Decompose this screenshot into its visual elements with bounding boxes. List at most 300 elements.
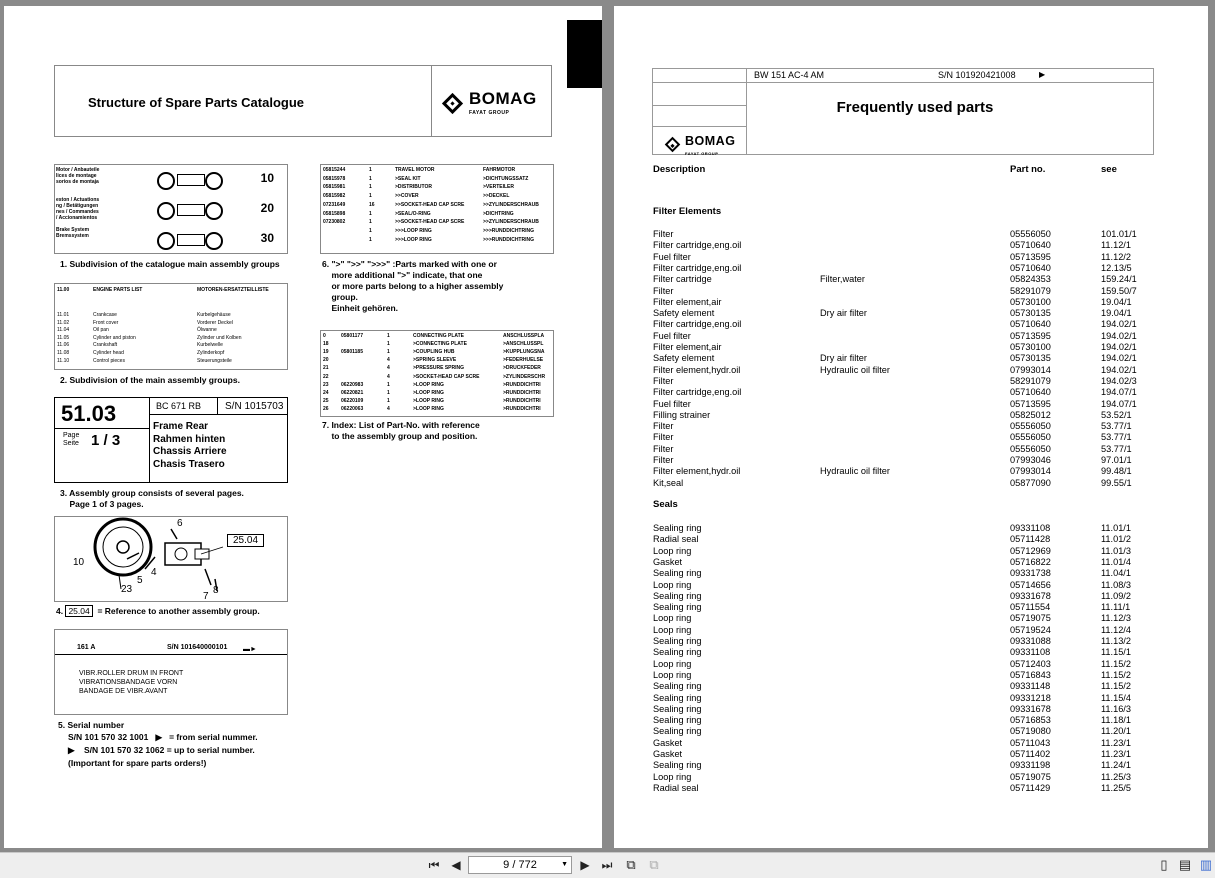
assembly-group-number: 10	[260, 171, 274, 185]
part-see: 11.15/4	[1101, 692, 1131, 703]
from-sn: S/N 101 570 32 1001	[68, 732, 149, 742]
callout-label: 8	[213, 585, 219, 596]
part-description: Radial seal	[653, 782, 699, 793]
part-see: 11.15/2	[1101, 658, 1131, 669]
parts-row	[653, 715, 1173, 726]
part-see: 53.52/1	[1101, 409, 1132, 420]
part-description: Filter	[653, 229, 674, 239]
column-header-see: see	[1101, 164, 1117, 175]
part-see: 53.77/1	[1101, 432, 1132, 443]
part-see: 194.02/1	[1101, 319, 1137, 330]
parts-row	[653, 681, 1173, 692]
parts-list-cell: >VERTEILER	[483, 184, 514, 191]
part-description: Filter	[653, 455, 674, 465]
index-cell: 1	[387, 397, 390, 404]
part-see: 194.07/1	[1101, 387, 1137, 398]
index-cell: 4	[387, 365, 390, 372]
part-description: Filter element,hydr.oil	[653, 466, 741, 477]
callout-label: 4	[151, 567, 157, 578]
part-description: Filter cartridge,eng.oil	[653, 240, 742, 251]
parts-row	[653, 693, 1173, 704]
parts-list-cell: >>COVER	[395, 193, 419, 200]
part-number: 05716843	[1010, 669, 1051, 680]
part-number: 05713595	[1010, 330, 1051, 341]
index-cell: >LOOP RING	[413, 389, 444, 396]
parts-row	[653, 557, 1173, 568]
assembly-name: Chassis Arriere	[153, 446, 227, 457]
index-cell: >RUNDDICHTRI	[503, 397, 541, 404]
main-assembly-list-thumbnail	[54, 283, 288, 370]
part-description: Sealing ring	[653, 692, 702, 703]
part-description: Sealing ring	[653, 681, 702, 692]
index-cell: 06220821	[341, 389, 364, 396]
from-sn-text: = from serial nummer.	[169, 732, 258, 742]
parts-row	[653, 319, 1173, 330]
part-description: Filter element,hydr.oil	[653, 364, 741, 375]
part-see: 97.01/1	[1101, 455, 1132, 465]
part-see: 99.48/1	[1101, 466, 1132, 477]
parts-list-cell: >>ZYLINDERSCHRAUB	[483, 201, 539, 208]
caption-7: 7. Index: List of Part-No. with reference to the assembly group and position.	[322, 420, 480, 441]
part-see: 11.20/1	[1101, 726, 1131, 737]
logo-word: BOMAG	[685, 134, 736, 148]
part-see: 194.02/1	[1101, 364, 1137, 375]
roller-drawing	[157, 168, 229, 188]
parts-list-cell: >SEAL/O-RING	[395, 210, 431, 217]
to-serial-arrow-icon: ▶	[68, 745, 75, 755]
index-cell: 0	[323, 333, 326, 339]
machine-body	[177, 204, 205, 216]
parts-list-cell: 16	[369, 201, 375, 208]
part-see: 11.11/1	[1101, 602, 1131, 613]
previous-page-icon[interactable]: ◀	[451, 858, 461, 872]
parts-list-cell: >>ZYLINDERSCHRAUB	[483, 219, 539, 226]
part-number: 05711402	[1010, 749, 1051, 759]
part-note: Dry air filter	[820, 308, 867, 319]
parts-list-cell: 05815981	[323, 184, 346, 191]
logo-sub: FAYAT GROUP	[685, 151, 719, 156]
parts-row	[653, 342, 1173, 353]
parts-list-cell: 05815978	[323, 175, 346, 182]
part-number: 05711043	[1010, 737, 1051, 748]
part-description: Radial seal	[653, 534, 699, 545]
list-cell: Crankcase	[93, 312, 117, 318]
parts-list-cell: 05815244	[323, 167, 346, 173]
part-see: 101.01/1	[1101, 229, 1137, 239]
single-page-view-icon[interactable]: ▯	[1160, 857, 1168, 872]
index-cell: 22	[323, 373, 329, 380]
parts-row	[653, 760, 1173, 771]
serial-arrow-icon: ▬►	[243, 646, 257, 653]
part-description: Sealing ring	[653, 590, 702, 601]
section-title: Filter Elements	[653, 206, 722, 217]
caption-6: 6. ">" ">>" ">>>" :Parts marked with one or more additional ">" indicate, that one or more parts belong to a higher assembly group. Einheit gehören.	[322, 259, 504, 313]
rear-drum	[205, 202, 223, 220]
part-description: Sealing ring	[653, 703, 702, 714]
part-number: 05556050	[1010, 229, 1051, 239]
roller-drawing	[157, 228, 229, 248]
index-cell: 05801177	[341, 333, 363, 339]
parts-row	[653, 455, 1173, 466]
part-description: Loop ring	[653, 771, 692, 782]
roller-drawing	[157, 198, 229, 218]
serial-model: 161 A	[77, 644, 96, 651]
parts-list-cell: 07230802	[323, 219, 346, 226]
page-number-field[interactable]	[468, 856, 572, 874]
parts-list-cell: 1	[369, 210, 372, 217]
part-see: 194.02/1	[1101, 353, 1137, 364]
page-title: Frequently used parts	[836, 99, 994, 116]
part-description: Loop ring	[653, 658, 692, 669]
list-cell: 11.01	[57, 312, 70, 318]
parts-list-cell: >>>RUNDDICHTRING	[483, 236, 534, 243]
part-see: 11.08/3	[1101, 579, 1131, 590]
index-cell: >DRUCKFEDER	[503, 365, 541, 372]
index-cell: 4	[387, 373, 390, 380]
part-description: Gasket	[653, 737, 683, 748]
machine-body	[177, 174, 205, 186]
caption-4-text: = Reference to another assembly group.	[97, 606, 260, 616]
part-description: Loop ring	[653, 669, 692, 680]
exploded-view-drawing	[55, 517, 287, 601]
part-number: 05730135	[1010, 353, 1051, 364]
parts-list-cell: 1	[369, 219, 372, 226]
parts-row	[653, 478, 1173, 489]
parts-row	[653, 636, 1173, 647]
part-description: Gasket	[653, 556, 683, 567]
index-cell: ANSCHLUSSPLA	[503, 333, 545, 339]
part-note: Filter,water	[820, 274, 865, 285]
part-number: 05712403	[1010, 658, 1051, 669]
facing-pages-view-icon[interactable]: ▥	[1199, 857, 1213, 872]
part-note: Hydraulic oil filter	[820, 466, 890, 477]
parts-row	[653, 783, 1173, 794]
part-description: Filter cartridge,eng.oil	[653, 319, 742, 330]
index-cell: >LOOP RING	[413, 381, 444, 388]
right-page-header	[652, 68, 1154, 155]
index-cell: >RUNDDICHTRI	[503, 389, 541, 396]
part-description: Fuel filter	[653, 251, 691, 262]
part-see: 194.02/1	[1101, 342, 1137, 352]
index-cell: >SPRING SLEEVE	[413, 357, 457, 364]
bomag-logo	[445, 90, 537, 116]
logo-sub: FAYAT GROUP	[469, 110, 510, 116]
parts-list-cell: 1	[369, 227, 372, 234]
parts-list-cell: >DICHTRING	[483, 210, 514, 217]
part-see: 19.04/1	[1101, 308, 1132, 319]
part-description: Filter element,air	[653, 342, 722, 352]
list-cell: Crankshaft	[93, 342, 118, 349]
part-number: 09331108	[1010, 523, 1051, 533]
part-description: Filter element,air	[653, 296, 722, 307]
part-number: 05710640	[1010, 319, 1051, 330]
callout-label: 5	[137, 575, 143, 586]
parts-row	[653, 523, 1173, 534]
list-cell: 11.10	[57, 357, 70, 364]
callout-label: 10	[73, 557, 85, 568]
part-number: 05710640	[1010, 240, 1051, 251]
caption-4: 4. 25.04 = Reference to another assembly group.	[56, 606, 260, 616]
bomag-logo-icon	[442, 92, 463, 113]
part-description: Filter cartridge,eng.oil	[653, 387, 742, 398]
part-see: 11.25/5	[1101, 782, 1131, 793]
index-cell: 20	[323, 357, 329, 364]
part-number: 05716853	[1010, 715, 1051, 726]
part-see: 12.13/5	[1101, 262, 1132, 273]
part-number: 05714656	[1010, 579, 1051, 590]
part-description: Filter cartridge	[653, 274, 712, 285]
parts-row	[653, 546, 1173, 557]
list-cell: Cylinder and piston	[93, 334, 136, 341]
part-number: 05556050	[1010, 443, 1051, 454]
index-cell: 1	[387, 349, 390, 356]
part-see: 11.16/3	[1101, 703, 1131, 714]
part-description: Safety element	[653, 353, 715, 364]
part-see: 11.13/2	[1101, 636, 1131, 646]
part-description: Loop ring	[653, 579, 692, 590]
part-description: Filling strainer	[653, 409, 711, 420]
index-cell: >RUNDDICHTRI	[503, 381, 541, 388]
part-number: 05719524	[1010, 624, 1051, 635]
part-see: 53.77/1	[1101, 421, 1132, 432]
caption-2: 2. Subdivision of the main assembly groups.	[60, 375, 240, 385]
parts-list-cell: 05815898	[323, 210, 346, 217]
index-cell: 1	[387, 341, 390, 348]
part-number: 05877090	[1010, 477, 1051, 488]
part-description: Loop ring	[653, 624, 692, 635]
serial-description	[79, 669, 183, 696]
list-cell: Ölwanne	[197, 327, 217, 334]
assembly-name: Chasis Trasero	[153, 458, 225, 470]
parts-row	[653, 749, 1173, 760]
part-number: 09331678	[1010, 590, 1051, 601]
parts-row	[653, 613, 1173, 624]
assembly-number: 51.03	[61, 401, 117, 426]
list-cell: 11.06	[57, 342, 70, 349]
part-description: Sealing ring	[653, 726, 702, 737]
part-description: Sealing ring	[653, 715, 702, 726]
serial-line: VIBR.ROLLER DRUM IN FRONT	[79, 670, 184, 677]
part-number: 09331148	[1010, 681, 1051, 692]
parts-row	[653, 659, 1173, 670]
part-number: 05716822	[1010, 556, 1051, 567]
list-cell: Kurbelgehäuse	[197, 312, 231, 318]
index-cell: 23	[323, 381, 329, 388]
index-cell: >FEDERHUELSE	[503, 357, 544, 364]
parts-row	[653, 297, 1173, 308]
index-cell: 1	[387, 333, 390, 339]
part-number: 07993014	[1010, 364, 1051, 375]
parts-list-cell: >SEAL KIT	[395, 175, 421, 182]
serial-number: S/N 101920421008	[938, 70, 1016, 80]
parts-row	[653, 286, 1173, 297]
part-see: 11.15/2	[1101, 681, 1131, 692]
index-cell: >CONNECTING PLATE	[413, 341, 467, 348]
part-note: Dry air filter	[820, 353, 867, 364]
continuous-view-icon[interactable]: ▤	[1178, 857, 1192, 872]
part-see: 194.02/3	[1101, 375, 1137, 386]
part-number: 07993014	[1010, 466, 1051, 477]
list-cell: Vorderer Deckel	[197, 319, 233, 326]
index-cell: >LOOP RING	[413, 405, 444, 412]
list-cell: Control pieces	[93, 357, 125, 364]
index-cell: 26	[323, 405, 329, 412]
part-number: 58291079	[1010, 375, 1051, 386]
part-description: Loop ring	[653, 545, 692, 556]
part-description: Fuel filter	[653, 398, 691, 409]
left-page-header	[54, 65, 552, 137]
part-number: 09331738	[1010, 568, 1051, 579]
from-serial-arrow-icon: ▶	[155, 732, 162, 742]
list-header-cell: ENGINE PARTS LIST	[93, 287, 143, 293]
part-see: 11.18/1	[1101, 715, 1131, 726]
parts-list-cell: >DICHTUNGSSATZ	[483, 175, 529, 182]
bomag-logo-icon	[665, 136, 681, 152]
list-cell: Oil pan	[93, 327, 109, 334]
page-value: 1 / 3	[91, 432, 121, 449]
parts-list-cell: >>SOCKET-HEAD CAP SCRE	[395, 219, 465, 226]
part-number: 09331088	[1010, 636, 1051, 646]
part-note: Hydraulic oil filter	[820, 364, 890, 375]
part-description: Filter	[653, 432, 674, 443]
section-title: Seals	[653, 499, 678, 510]
to-sn: S/N 101 570 32 1062 = up to serial number.	[84, 745, 255, 755]
parts-row	[653, 387, 1173, 398]
assembly-group-label: Motor / Anbauteile lices de montage sorios de montaja	[56, 167, 100, 185]
parts-row	[653, 365, 1173, 376]
callout-label: 7	[203, 591, 209, 602]
part-see: 194.02/1	[1101, 330, 1137, 341]
part-see: 11.15/1	[1101, 647, 1131, 658]
part-see: 19.04/1	[1101, 296, 1132, 307]
first-page-icon[interactable]: ⏮	[428, 858, 440, 872]
parts-row	[653, 410, 1173, 421]
page-dropdown-icon[interactable]: ▼	[561, 861, 568, 868]
parts-list-cell: >>>RUNDDICHTRING	[483, 227, 534, 234]
parts-row	[653, 399, 1173, 410]
part-see: 11.12/2	[1101, 251, 1131, 262]
part-number: 05711429	[1010, 782, 1051, 793]
assembly-group-label: Brake System Bremssystem	[56, 227, 90, 239]
part-see: 11.24/1	[1101, 760, 1131, 771]
index-list-thumbnail	[320, 330, 554, 417]
parts-row	[653, 252, 1173, 263]
part-see: 11.09/2	[1101, 590, 1131, 601]
parts-row	[653, 308, 1173, 319]
front-drum	[157, 232, 175, 250]
parts-row	[653, 602, 1173, 613]
part-description: Sealing ring	[653, 636, 702, 646]
index-cell: >KUPPLUNGSNA	[503, 349, 545, 356]
part-description: Loop ring	[653, 613, 692, 624]
caption-1: 1. Subdivision of the catalogue main assembly groups	[60, 259, 280, 269]
part-see: 11.15/2	[1101, 669, 1131, 680]
assembly-group-row	[55, 165, 286, 193]
last-page-icon[interactable]: ⏭	[601, 858, 613, 872]
part-description: Fuel filter	[653, 330, 691, 341]
part-description: Safety element	[653, 308, 715, 319]
serial-sn: S/N 101640000101	[167, 644, 228, 651]
parts-row	[653, 625, 1173, 636]
list-header-cell: MOTOREN-ERSATZTEILLISTE	[197, 287, 269, 293]
parts-list-cell: 1	[369, 175, 372, 182]
header-info-row	[747, 69, 1153, 83]
catalogue-page-right	[614, 6, 1208, 848]
part-see: 99.55/1	[1101, 477, 1132, 488]
part-number: 05710640	[1010, 262, 1051, 273]
parts-row	[653, 274, 1173, 285]
parts-list-thumbnail	[320, 164, 554, 254]
serial-line: VIBRATIONSBANDAGE VORN	[79, 679, 178, 686]
list-cell: Cylinder head	[93, 350, 124, 356]
part-see: 159.24/1	[1101, 274, 1137, 285]
callout-label: 6	[177, 518, 183, 529]
index-cell: 24	[323, 389, 329, 396]
index-cell: >COUPLING HUB	[413, 349, 455, 356]
viewer-toolbar	[0, 852, 1215, 878]
index-cell: 21	[323, 365, 329, 372]
list-header-cell: 11.00	[57, 287, 70, 293]
part-see: 11.23/1	[1101, 749, 1131, 759]
part-see: 11.12/1	[1101, 240, 1131, 251]
parts-row	[653, 376, 1173, 387]
parts-list-cell: FAHRMOTOR	[483, 167, 516, 173]
page-title: Structure of Spare Parts Catalogue	[88, 95, 304, 110]
parts-list-cell: 1	[369, 236, 372, 243]
chapter-tab-marker	[567, 20, 602, 88]
part-see: 194.07/1	[1101, 398, 1137, 409]
column-header-description: Description	[653, 164, 706, 175]
next-page-icon[interactable]: ▶	[580, 858, 590, 872]
part-number: 05730100	[1010, 342, 1051, 352]
part-number: 05711428	[1010, 534, 1051, 545]
parts-row	[653, 229, 1173, 240]
index-cell: 25	[323, 397, 329, 404]
part-see: 11.01/3	[1101, 545, 1131, 556]
part-see: 159.50/7	[1101, 285, 1137, 296]
parts-row	[653, 466, 1173, 477]
parts-row	[653, 726, 1173, 737]
part-number: 05730100	[1010, 296, 1051, 307]
parts-list-cell: 07231649	[323, 201, 346, 208]
part-see: 11.12/4	[1101, 624, 1131, 635]
page-label: Page Seite	[63, 432, 80, 447]
parts-row	[653, 568, 1173, 579]
index-cell: >SOCKET-HEAD CAP SCRE	[413, 373, 480, 380]
part-description: Gasket	[653, 749, 683, 759]
part-description: Filter	[653, 443, 674, 454]
parts-list-cell: 05815982	[323, 193, 346, 200]
go-back-view-icon[interactable]: ⧉	[626, 857, 636, 872]
parts-row	[653, 353, 1173, 364]
part-description: Sealing ring	[653, 602, 702, 613]
parts-row	[653, 240, 1173, 251]
caption-5-from	[68, 732, 258, 743]
machine-body	[177, 234, 205, 246]
assembly-name: Rahmen hinten	[153, 433, 226, 445]
header-divider	[431, 66, 432, 136]
parts-list-cell: 1	[369, 167, 372, 173]
serial-number-thumbnail	[54, 629, 288, 715]
part-see: 11.25/3	[1101, 771, 1131, 782]
part-number: 05710640	[1010, 387, 1051, 398]
column-header-part-no: Part no.	[1010, 164, 1046, 175]
assembly-group-label: eston / Actuations ng / Betätigungen nes / Commandes / Accionamientos	[56, 197, 100, 221]
part-number: 05713595	[1010, 251, 1051, 262]
list-cell: 11.04	[57, 327, 70, 334]
go-forward-view-icon[interactable]: ⧉	[649, 857, 659, 872]
caption-5-note: (Important for spare parts orders!)	[68, 758, 207, 768]
